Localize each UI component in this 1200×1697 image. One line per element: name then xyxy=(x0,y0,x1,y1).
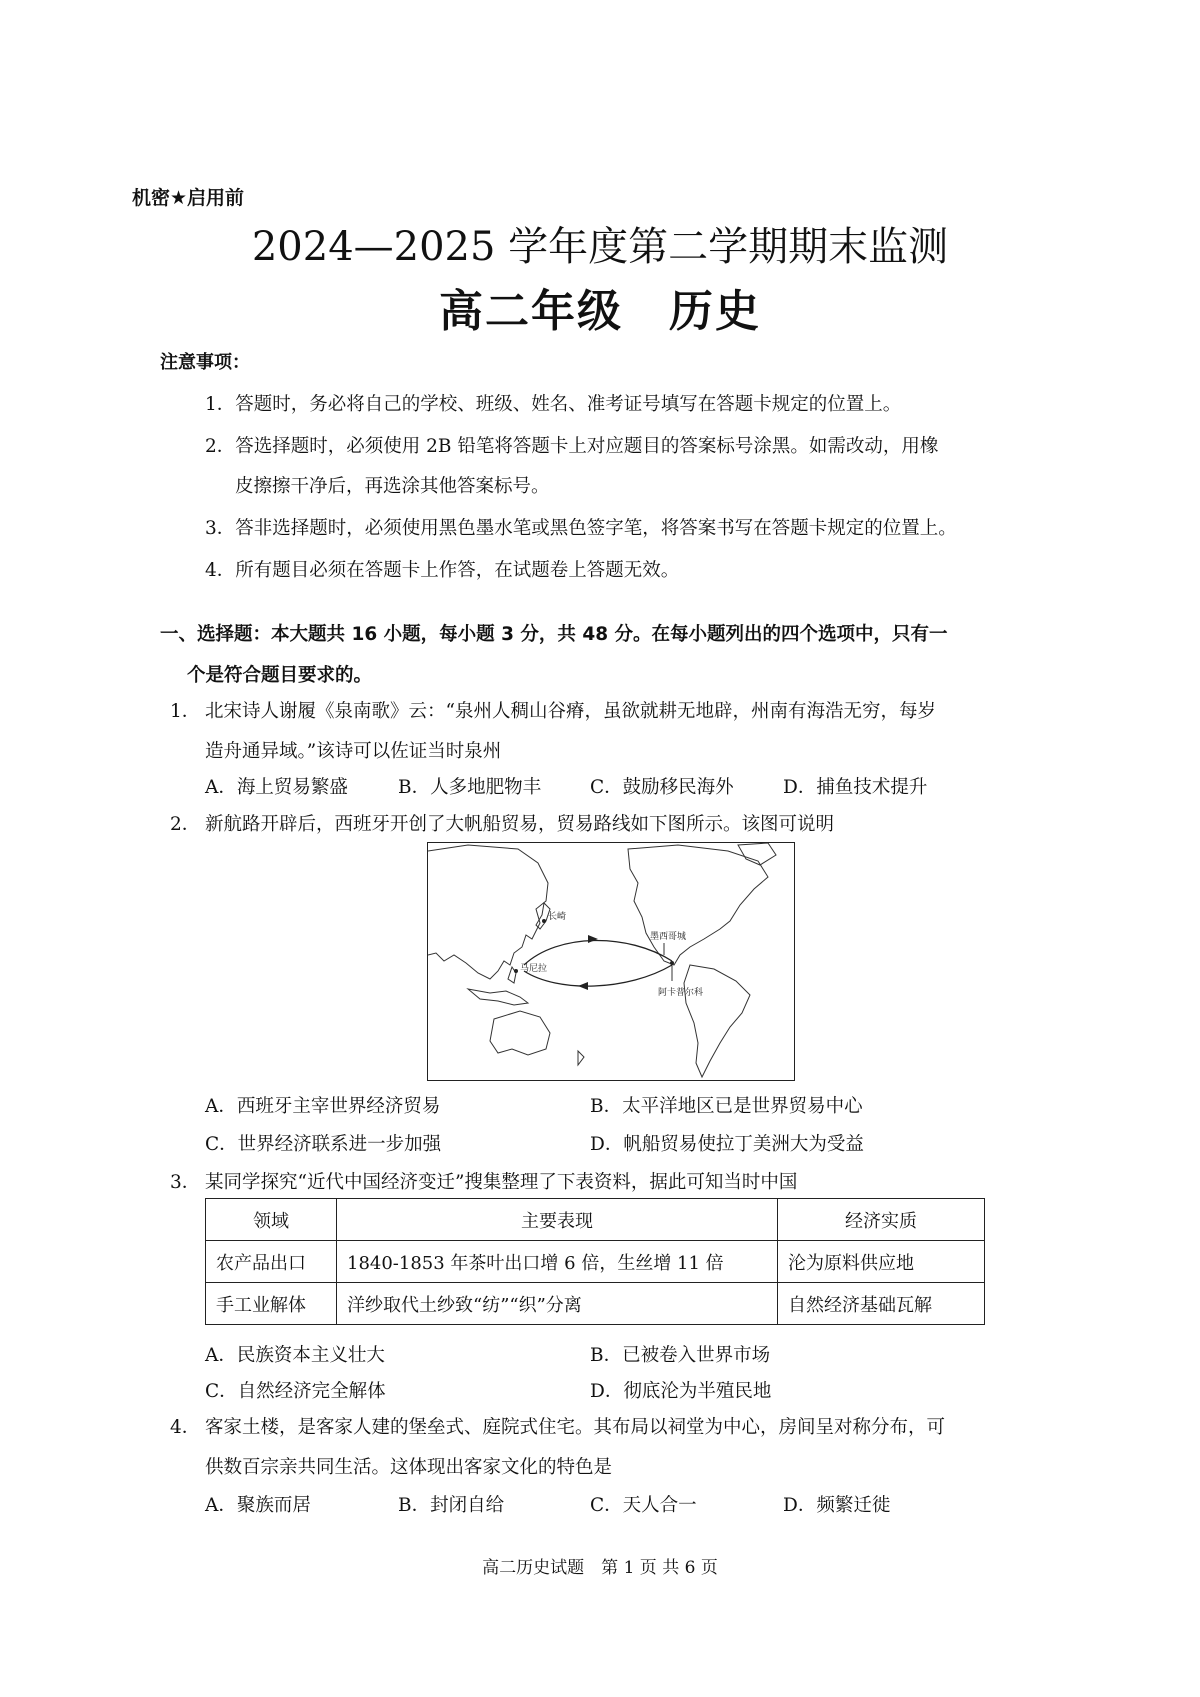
section-heading-cont: 个是符合题目要求的。 xyxy=(187,665,373,686)
route-eastbound xyxy=(524,940,672,965)
question-3-stem: 某同学探究“近代中国经济变迁”搜集整理了下表资料，据此可知当时中国 xyxy=(205,1172,798,1193)
table-cell: 1840-1853 年茶叶出口增 6 倍，生丝增 11 倍 xyxy=(337,1241,778,1283)
question-2-option-c: C．世界经济联系进一步加强 xyxy=(205,1134,442,1155)
question-3-option-c: C．自然经济完全解体 xyxy=(205,1381,386,1402)
question-2-stem: 新航路开辟后，西班牙开创了大帆船贸易，贸易路线如下图所示。该图可说明 xyxy=(205,814,835,835)
table-row xyxy=(206,1283,985,1325)
question-1-option-d: D．捕鱼技术提升 xyxy=(783,777,928,798)
question-4-option-b: B．封闭自给 xyxy=(398,1495,505,1516)
notice-item-4: 4．所有题目必须在答题卡上作答，在试题卷上答题无效。 xyxy=(205,560,680,581)
table-row xyxy=(206,1241,985,1283)
manila-marker xyxy=(514,969,518,973)
question-4-number: 4． xyxy=(170,1417,201,1438)
question-2-option-a: A．西班牙主宰世界经济贸易 xyxy=(205,1096,441,1117)
question-1-option-c: C．鼓励移民海外 xyxy=(590,777,734,798)
section-heading: 一、选择题：本大题共 16 小题，每小题 3 分，共 48 分。在每小题列出的四个选项中，只有一 xyxy=(160,624,948,645)
galleon-trade-route-map xyxy=(427,842,795,1081)
south-america-landmass xyxy=(684,965,750,1077)
question-3-option-d: D．彻底沦为半殖民地 xyxy=(590,1381,772,1402)
map-label-acapulco: 阿卡普尔科 xyxy=(658,988,704,998)
map-label-nagasaki: 长崎 xyxy=(548,912,567,922)
notice-item-3: 3．答非选择题时，必须使用黑色墨水笔或黑色签字笔，将答案书写在答题卡规定的位置上。 xyxy=(205,518,957,539)
australia-landmass xyxy=(490,1011,550,1055)
question-4-stem-cont: 供数百宗亲共同生活。这体现出客家文化的特色是 xyxy=(205,1457,613,1478)
table-header-cell: 领域 xyxy=(206,1199,337,1241)
acapulco-marker xyxy=(670,961,674,965)
question-1-stem: 北宋诗人谢履《泉南歌》云：“泉州人稠山谷瘠，虽欲就耕无地辟，州南有海浩无穷，每岁 xyxy=(205,701,936,722)
table-header-cell: 经济实质 xyxy=(778,1199,985,1241)
route-arrow-west xyxy=(578,982,588,990)
table-cell: 沦为原料供应地 xyxy=(778,1241,985,1283)
table-header-cell: 主要表现 xyxy=(337,1199,778,1241)
map-label-manila: 马尼拉 xyxy=(520,964,548,974)
page-footer: 高二历史试题 第 1 页 共 6 页 xyxy=(482,1558,718,1578)
new-zealand-island xyxy=(578,1051,584,1065)
notice-item-2: 2．答选择题时，必须使用 2B 铅笔将答题卡上对应题目的答案标号涂黑。如需改动，用橡 xyxy=(205,436,939,457)
question-1-option-b: B．人多地肥物丰 xyxy=(398,777,542,798)
question-4-option-c: C．天人合一 xyxy=(590,1495,697,1516)
question-4-option-d: D．频繁迁徙 xyxy=(783,1495,891,1516)
question-3-number: 3． xyxy=(170,1172,201,1193)
notice-item-1: 1．答题时，务必将自己的学校、班级、姓名、准考证号填写在答题卡规定的位置上。 xyxy=(205,394,902,415)
notice-heading: 注意事项： xyxy=(160,352,250,373)
table-cell: 洋纱取代土纱致“纺”“织”分离 xyxy=(337,1283,778,1325)
question-1-number: 1． xyxy=(170,701,201,722)
north-america-landmass xyxy=(628,845,768,965)
question-1-option-a: A．海上贸易繁盛 xyxy=(205,777,348,798)
question-4-stem: 客家土楼，是客家人建的堡垒式、庭院式住宅。其布局以祠堂为中心，房间呈对称分布，可 xyxy=(205,1417,946,1438)
indonesia-islands xyxy=(468,989,528,1005)
exam-subject: 高二年级 历史 xyxy=(439,286,761,337)
question-2-option-b: B．太平洋地区已是世界贸易中心 xyxy=(590,1096,863,1117)
world-map-figure xyxy=(428,843,794,1080)
economy-data-table xyxy=(205,1198,985,1325)
asia-landmass xyxy=(428,845,548,979)
map-label-mexico-city: 墨西哥城 xyxy=(650,932,687,942)
table-cell: 农产品出口 xyxy=(206,1241,337,1283)
question-3-option-a: A．民族资本主义壮大 xyxy=(205,1345,385,1366)
question-4-option-a: A．聚族而居 xyxy=(205,1495,311,1516)
question-2-number: 2． xyxy=(170,814,201,835)
exam-title: 2024—2025 学年度第二学期期末监测 xyxy=(251,224,949,270)
greenland-landmass xyxy=(738,843,776,865)
secret-mark: 机密★启用前 xyxy=(132,187,245,209)
table-cell: 自然经济基础瓦解 xyxy=(778,1283,985,1325)
question-2-option-d: D．帆船贸易使拉丁美洲大为受益 xyxy=(590,1134,864,1155)
question-3-option-b: B．已被卷入世界市场 xyxy=(590,1345,771,1366)
route-arrow-east xyxy=(588,935,598,943)
nagasaki-marker xyxy=(542,919,546,923)
question-1-stem-cont: 造舟通异域。”该诗可以佐证当时泉州 xyxy=(205,741,502,762)
table-cell: 手工业解体 xyxy=(206,1283,337,1325)
table-header-row xyxy=(206,1199,985,1241)
notice-item-2-cont: 皮擦擦干净后，再选涂其他答案标号。 xyxy=(235,476,550,497)
